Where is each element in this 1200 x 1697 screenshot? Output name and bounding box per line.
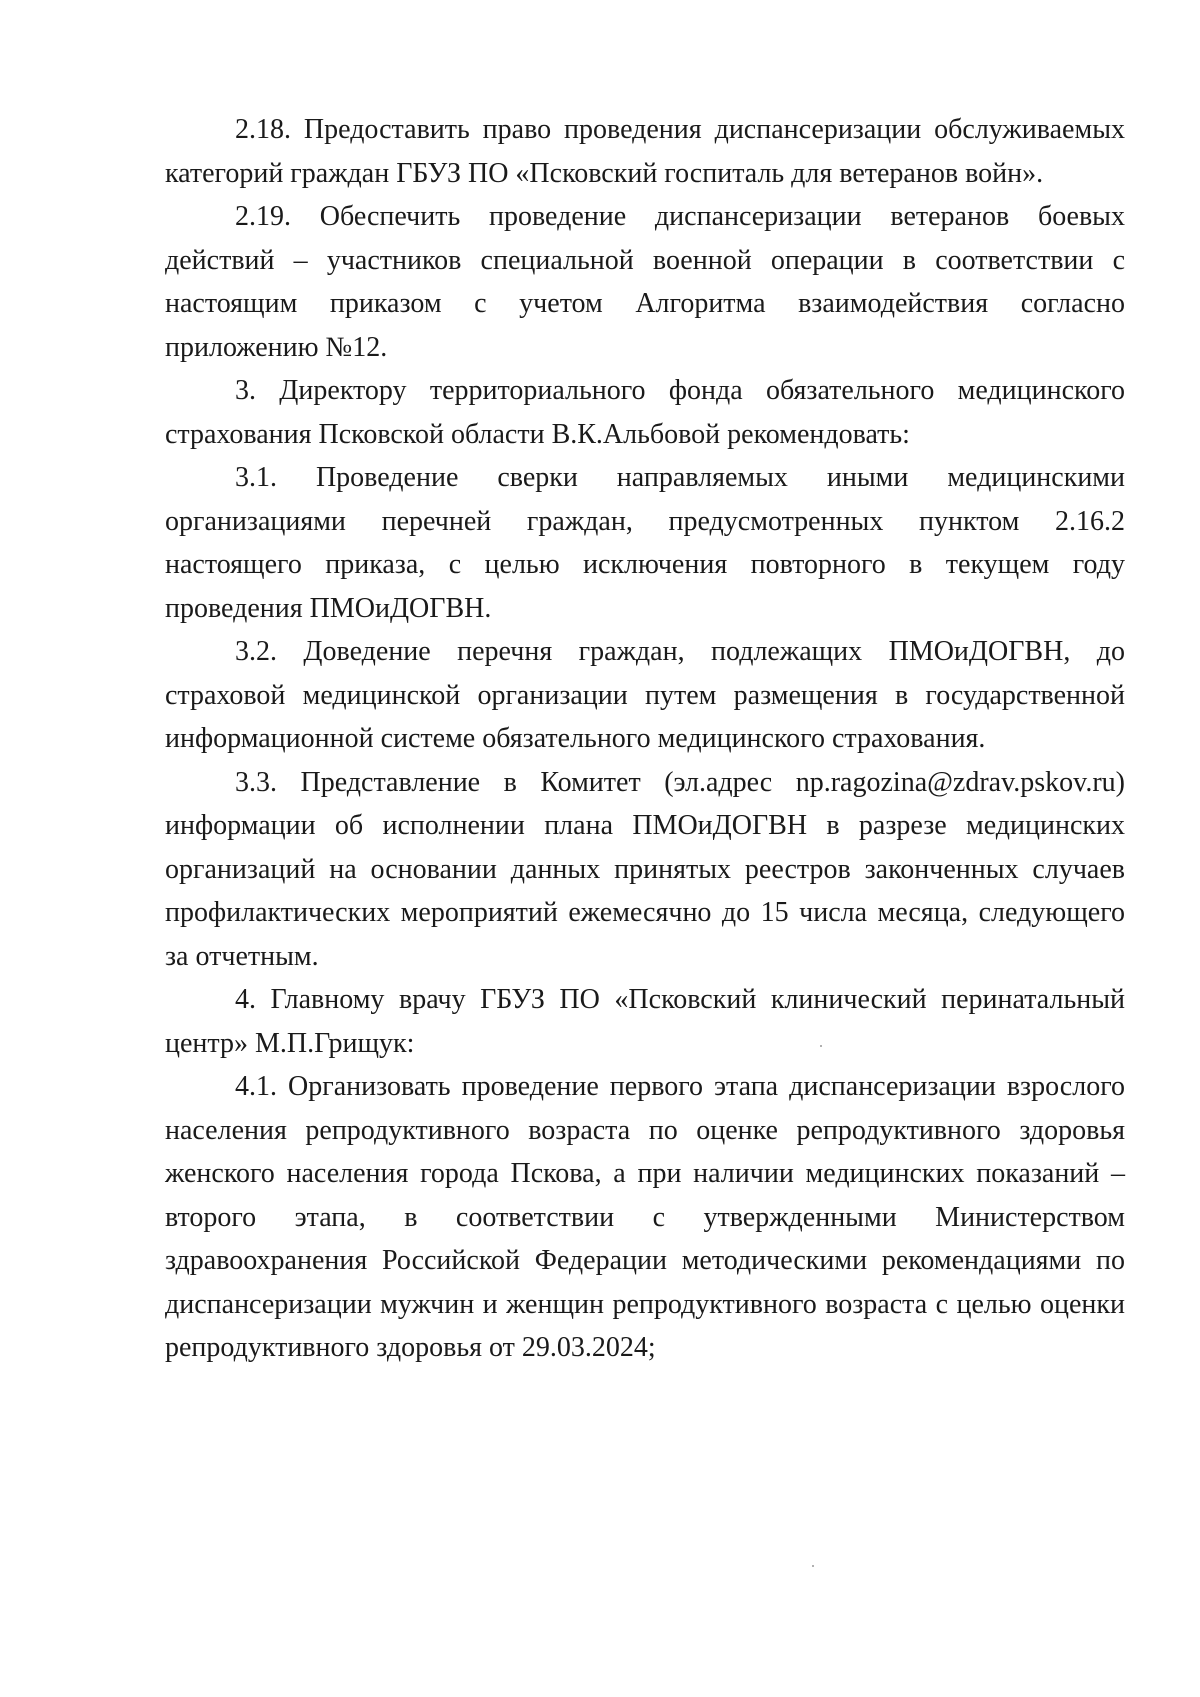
paragraph-2-19: 2.19. Обеспечить проведение диспансеризации ветеранов боевых действий – участников специальной военной операции в соответствии с настоящим приказом с учетом Алгоритма взаимодействия согласно приложению №12.	[165, 201, 1125, 363]
scan-speck	[812, 1565, 814, 1567]
paragraph-4-1: 4.1. Организовать проведение первого этапа диспансеризации взрослого населения репродуктивного возраста по оценке репродуктивного здоровья женского населения города Пскова, а при наличии медицинских показаний – второго этапа, в соответствии с утвержденными Министерством здравоохранения Российской Федерации методическими рекомендациями по диспансеризации мужчин и женщин репродуктивного возраста с целью оценки репродуктивного здоровья от 29.03.2024;	[165, 1071, 1125, 1363]
paragraph-3-3: 3.3. Представление в Комитет (эл.адрес np.ragozina@zdrav.pskov.ru) информации об исполнении плана ПМОиДОГВН в разрезе медицинских организаций на основании данных принятых реестров законченных случаев профилактических мероприятий ежемесячно до 15 числа месяца, следующего за отчетным.	[165, 766, 1125, 972]
paragraph-3-2: 3.2. Доведение перечня граждан, подлежащих ПМОиДОГВН, до страховой медицинской организации путем размещения в государственной информационной системе обязательного медицинского страхования.	[165, 636, 1125, 754]
paragraph-4: 4. Главному врачу ГБУЗ ПО «Псковский клинический перинатальный центр» М.П.Грищук:	[165, 984, 1125, 1059]
scan-speck	[820, 1045, 822, 1047]
document-page	[165, 108, 1125, 1370]
paragraph-2-18: 2.18. Предоставить право проведения диспансеризации обслуживаемых категорий граждан ГБУЗ ПО «Псковский госпиталь для ветеранов войн».	[165, 114, 1125, 189]
paragraph-3: 3. Директору территориального фонда обязательного медицинского страхования Псковской области В.К.Альбовой рекомендовать:	[165, 375, 1125, 450]
paragraph-3-1: 3.1. Проведение сверки направляемых иными медицинскими организациями перечней граждан, предусмотренных пунктом 2.16.2 настоящего приказа, с целью исключения повторного в текущем году проведения ПМОиДОГВН.	[165, 462, 1125, 624]
